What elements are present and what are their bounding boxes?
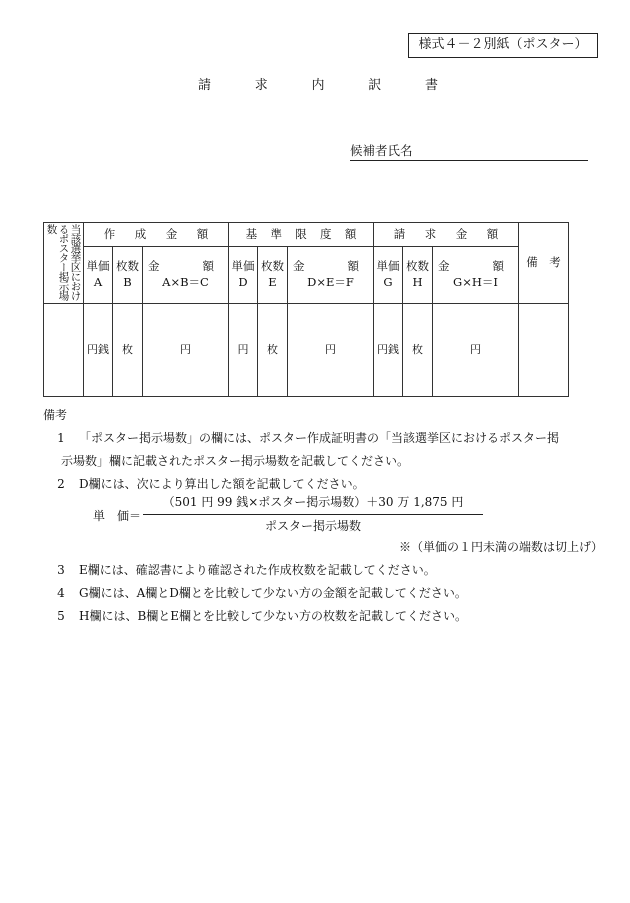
unit-price-g-header: 単価 G: [374, 247, 403, 304]
unit-price-a-cell[interactable]: 円銭: [84, 304, 113, 397]
amount-f-cell[interactable]: 円: [288, 304, 374, 397]
header-char: 金: [165, 226, 178, 241]
header-char: 求: [424, 226, 437, 241]
header-char: 基: [245, 226, 258, 241]
amount-i-cell[interactable]: 円: [433, 304, 519, 397]
unit-price-d-header: 単価 D: [229, 247, 258, 304]
claim-breakdown-table: [43, 222, 569, 397]
notes-heading: 備考: [43, 408, 68, 422]
count-h-header: 枚数 H: [403, 247, 433, 304]
candidate-name-field[interactable]: [350, 141, 588, 161]
header-char: 作: [103, 226, 116, 241]
title-char: 訳: [368, 78, 382, 93]
unit-price-formula: [43, 496, 603, 536]
amount-c-cell[interactable]: 円: [143, 304, 229, 397]
note-item-4: 4 G欄には、A欄とD欄とを比較して少ない方の金額を記載してください。: [57, 586, 467, 600]
header-char: 金: [455, 226, 468, 241]
note-item-5: 5 H欄には、B欄とE欄とを比較して少ない方の枚数を記載してください。: [57, 609, 468, 623]
header-char: 額: [196, 226, 209, 241]
header-char: 額: [486, 226, 499, 241]
notes-section: [43, 404, 603, 628]
formula-denominator: ポスター掲示場数: [264, 519, 361, 533]
amount-i-header: 金 額 G×H＝I: [433, 247, 519, 304]
amount-f-header: 金 額 D×E＝F: [288, 247, 374, 304]
production-amount-header: [84, 223, 229, 247]
header-char: 請: [393, 226, 406, 241]
header-char: 準: [270, 226, 282, 241]
title-char: 請: [198, 78, 212, 93]
note-item-3: 3 E欄には、確認書により確認された作成枚数を記載してください。: [57, 563, 436, 577]
standard-limit-header: [229, 223, 374, 247]
title-char: 内: [311, 78, 325, 93]
count-h-cell[interactable]: 枚: [403, 304, 433, 397]
posting-place-count-cell[interactable]: [44, 304, 84, 397]
title-char: 求: [254, 78, 268, 93]
count-b-cell[interactable]: 枚: [113, 304, 143, 397]
note-item-1: 1 「ポスター掲示場数」の欄には、ポスター作成証明書の「当該選挙区におけるポスター掲: [57, 431, 560, 445]
remarks-cell[interactable]: [519, 304, 569, 397]
formula-numerator: （501 円 99 銭×ポスター掲示場数）＋30 万 1,875 円: [162, 495, 464, 509]
title-char: 書: [424, 78, 438, 93]
header-char: 限: [295, 226, 307, 241]
note-item-1-continuation: 示場数」欄に記載されたポスター掲示場数を記載してください。: [61, 454, 410, 468]
posting-place-count-header: [44, 223, 84, 304]
unit-price-d-cell[interactable]: 円: [229, 304, 258, 397]
note-item-2: 2 D欄には、次により算出した額を記載してください。: [57, 477, 365, 491]
header-char: 度: [320, 226, 332, 241]
posting-place-count-label: 当該選挙区におけるポスター掲示場数: [45, 224, 82, 300]
count-e-header: 枚数 E: [258, 247, 288, 304]
count-e-cell[interactable]: 枚: [258, 304, 288, 397]
unit-price-a-header: 単価 A: [84, 247, 113, 304]
formula-label: 単 価＝: [93, 509, 142, 523]
remarks-header: 備 考: [519, 223, 569, 304]
form-id-box: 様式４－２別紙（ポスター）: [408, 33, 598, 58]
unit-price-g-cell[interactable]: 円銭: [374, 304, 403, 397]
claim-amount-header: [374, 223, 519, 247]
count-b-header: 枚数 B: [113, 247, 143, 304]
document-title: [198, 74, 438, 93]
header-char: 額: [344, 226, 357, 241]
header-char: 成: [134, 226, 147, 241]
rounding-note: ※（単価の１円未満の端数は切上げ）: [398, 540, 603, 554]
amount-c-header: 金 額 A×B＝C: [143, 247, 229, 304]
candidate-name-label: 候補者氏名: [350, 143, 413, 158]
